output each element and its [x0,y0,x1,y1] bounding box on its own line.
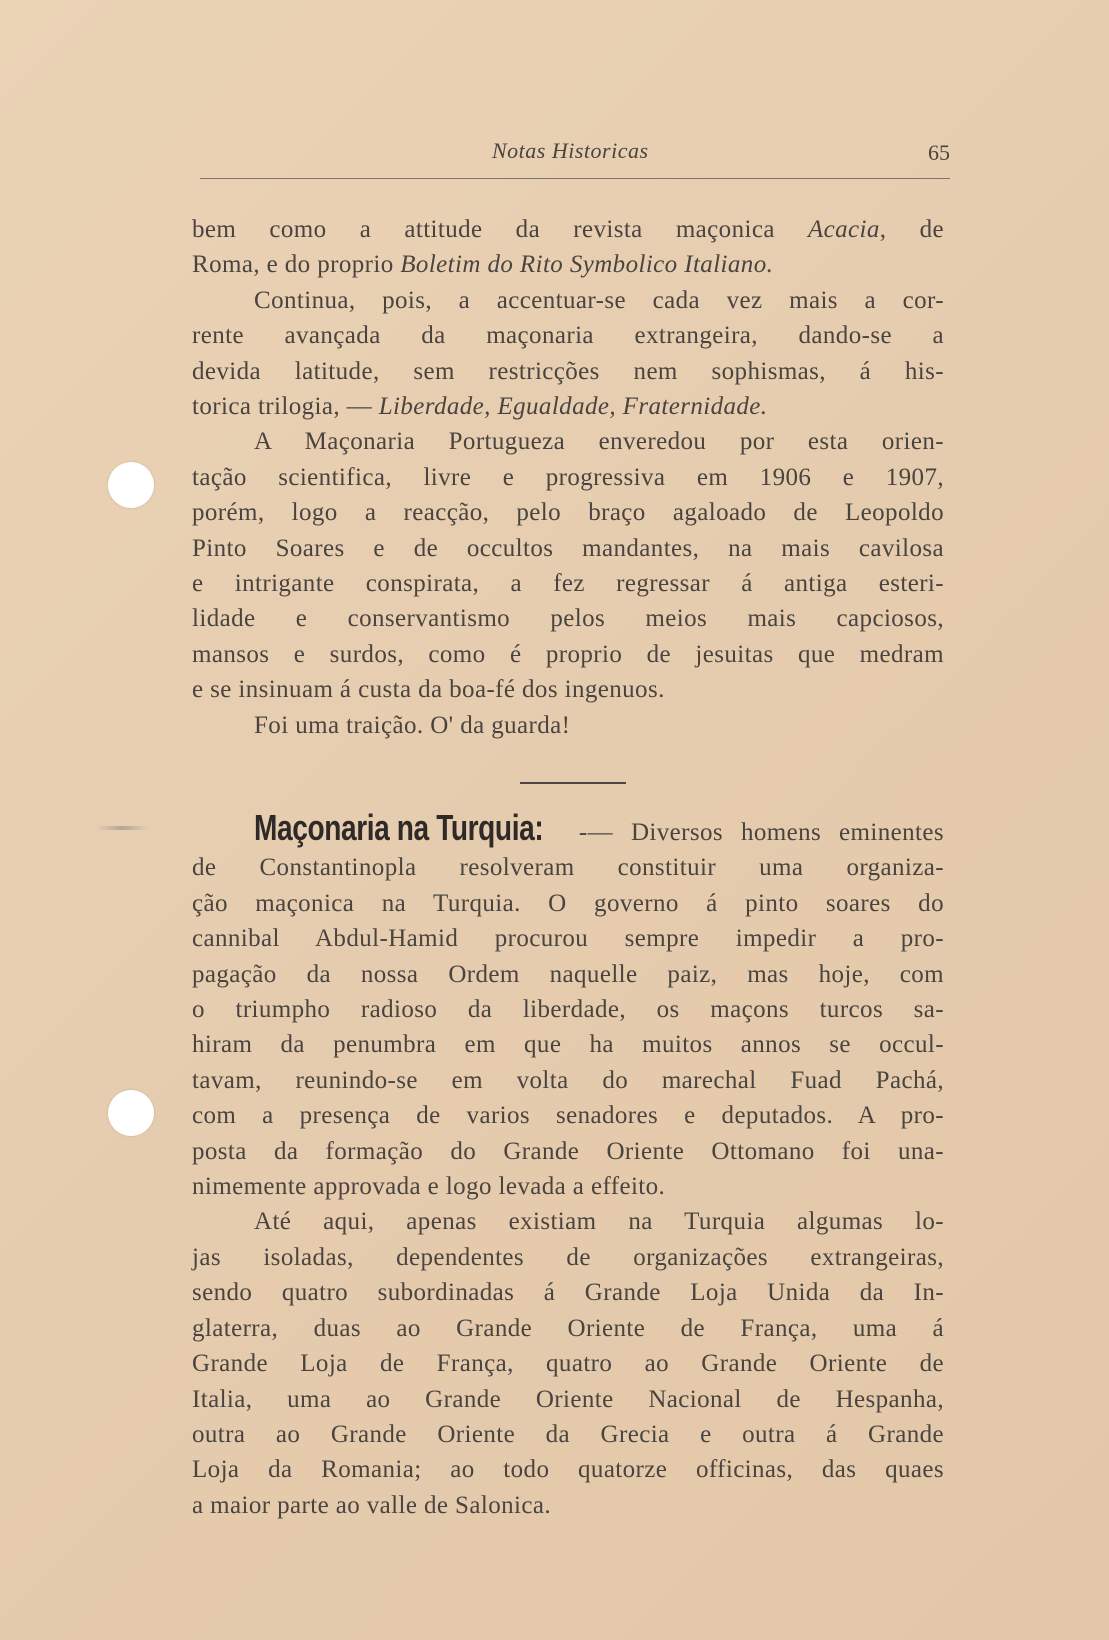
section-1 [192,212,944,743]
page-number: 65 [928,140,950,165]
text-line: de Constantinopla resolveram constituir uma organiza- [192,854,944,882]
italic-title: Boletim do Rito Symbolico Italiano. [400,251,774,279]
text-line: Maçonaria na Turquia: -— Diversos homens eminentes [254,807,944,848]
text-line: e intrigante conspirata, a fez regressar á antiga esteri- [192,570,944,598]
text-line: outra ao Grande Oriente da Grecia e outra á Grande [192,1420,944,1448]
running-title: Notas Historicas [492,138,649,163]
text-line: pagação da nossa Ordem naquelle paiz, mas hoje, com [192,960,944,988]
text-line: porém, logo a reacção, pelo braço agaloado de Leopoldo [192,499,944,527]
text-line: cannibal Abdul-Hamid procurou sempre impedir a pro- [192,925,944,953]
text-line: rente avançada da maçonaria extrangeira, dando-se a [192,322,944,350]
text-line: mansos e surdos, como é proprio de jesuitas que medram [192,640,944,668]
text-line: Foi uma traição. O' da guarda! [254,711,571,739]
text-line: torica trilogia, — Liberdade, Egualdade, Fraternidade. [192,393,768,421]
text-line: e se insinuam á custa da boa-fé dos ingenuos. [192,676,665,704]
text-line: a maior parte ao valle de Salonica. [192,1491,551,1519]
section-heading: Maçonaria na Turquia: [254,807,544,848]
text-line: tavam, reunindo-se em volta do marechal Fuad Pachá, [192,1066,944,1094]
text-line: bem como a attitude da revista maçonica Acacia, de [192,216,945,243]
section-2 [192,807,944,1523]
running-header [200,132,950,179]
text-line: ção maçonica na Turquia. O governo á pinto soares do [192,889,944,917]
binder-hole-top [108,462,154,508]
section-divider [520,782,626,784]
italic-title: Acacia [807,216,880,243]
text-line: Italia, uma ao Grande Oriente Nacional de Hespanha, [192,1385,944,1413]
text-line: devida latitude, sem restricções nem sophismas, á his- [192,357,944,385]
text-line: glaterra, duas ao Grande Oriente de França, uma á [192,1314,944,1342]
text-line: jas isoladas, dependentes de organizações extrangeiras, [192,1243,944,1271]
italic-motto: Liberdade, Egualdade, Fraternidade. [378,393,768,421]
text-line: sendo quatro subordinadas á Grande Loja Unida da In- [192,1279,944,1307]
text-line: Loja da Romania; ao todo quatorze officinas, das quaes [192,1456,944,1484]
text-line: hiram da penumbra em que ha muitos annos se occul- [192,1031,944,1059]
text-line: lidade e conservantismo pelos meios mais capciosos, [192,605,944,633]
text-line: posta da formação do Grande Oriente Ottomano foi una- [192,1137,944,1165]
text-line: o triumpho radioso da liberdade, os maçons turcos sa- [192,996,944,1024]
text-line: Pinto Soares e de occultos mandantes, na mais cavilosa [192,534,944,562]
text-line: com a presença de varios senadores e deputados. A pro- [192,1102,944,1130]
text-line: Continua, pois, a accentuar-se cada vez mais a cor- [254,286,944,314]
text-line: Até aqui, apenas existiam na Turquia algumas lo- [254,1208,944,1236]
text-line: Roma, e do proprio Boletim do Rito Symbolico Italiano. [192,251,774,279]
text-line: tação scientifica, livre e progressiva em 1906 e 1907, [192,463,944,491]
text-line: nimemente approvada e logo levada a effeito. [192,1173,666,1201]
text-line: Grande Loja de França, quatro ao Grande Oriente de [192,1350,944,1378]
text-line: A Maçonaria Portugueza enveredou por esta orien- [254,428,944,456]
binder-hole-bottom [108,1090,154,1136]
edge-mark [96,826,148,830]
